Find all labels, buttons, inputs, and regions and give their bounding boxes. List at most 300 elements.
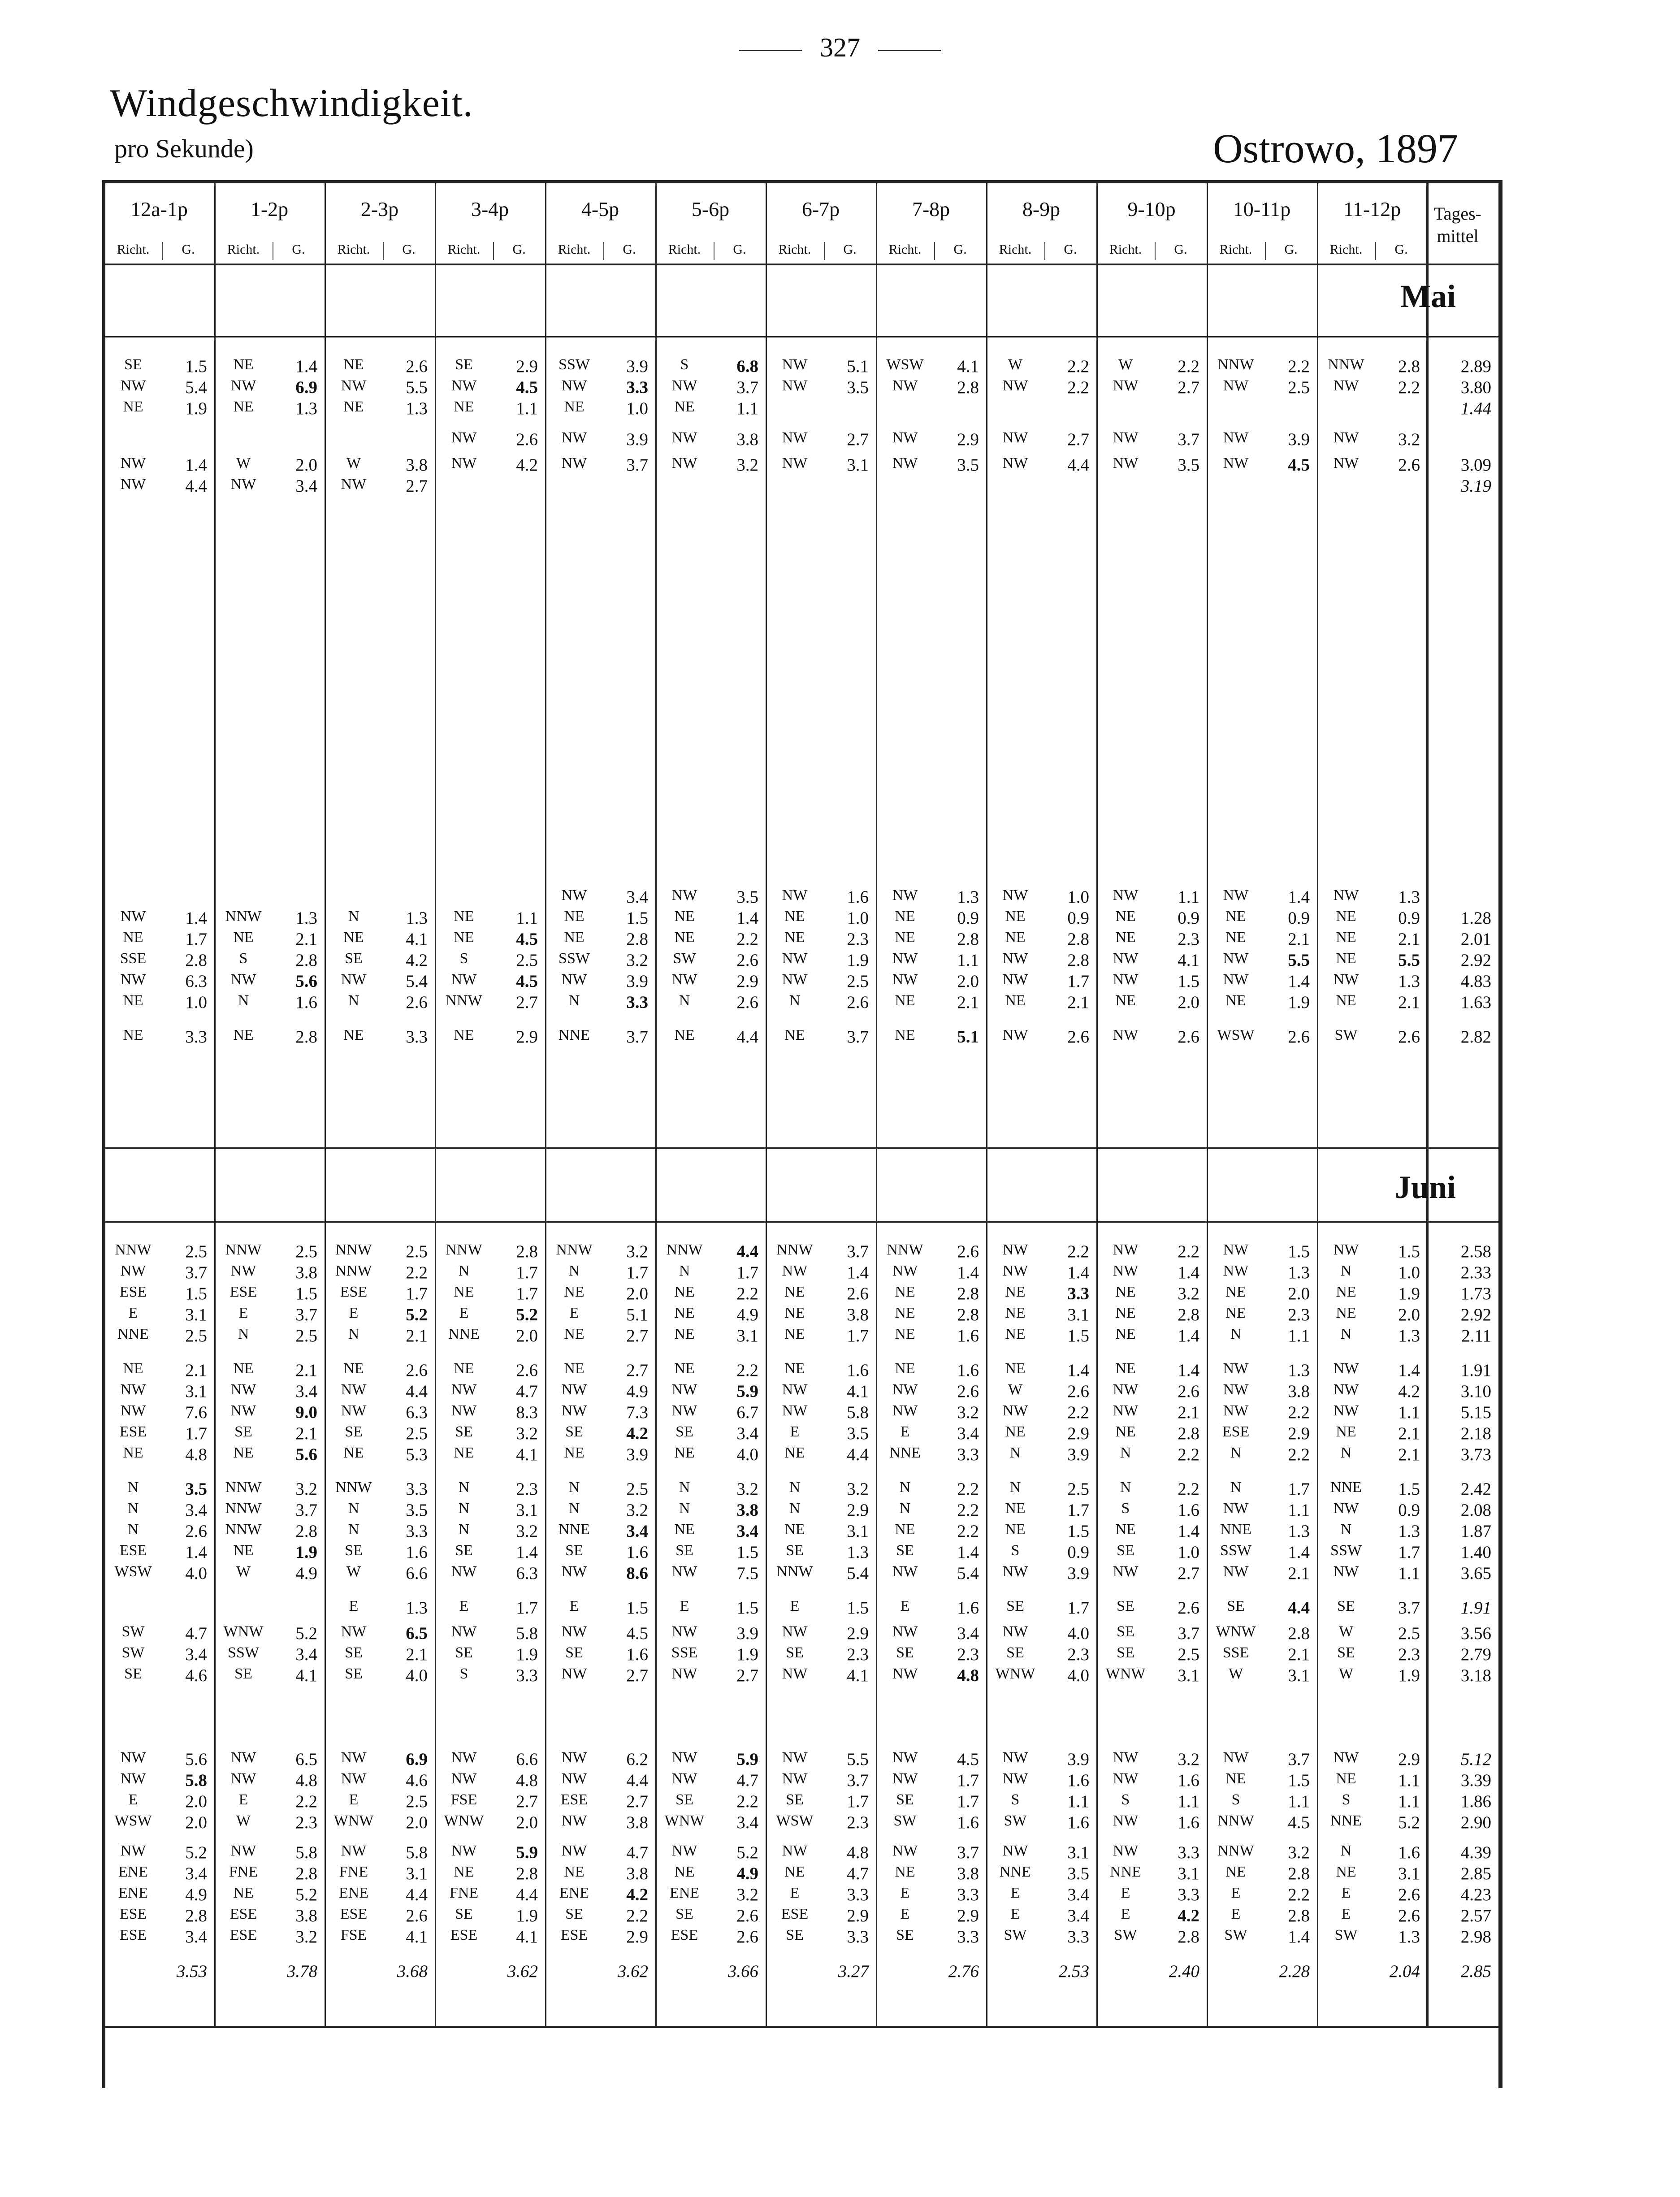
wind-direction: NW	[892, 455, 918, 471]
wind-direction: N	[348, 1500, 359, 1517]
wind-direction: W	[1008, 1381, 1023, 1398]
wind-direction: SSW	[1330, 1542, 1362, 1559]
wind-direction: SSE	[1222, 1644, 1249, 1661]
wind-speed: 3.2	[1288, 1843, 1310, 1862]
wind-speed: 2.6	[847, 993, 869, 1012]
wind-speed: 5.1	[626, 1305, 648, 1324]
wind-direction: NE	[123, 992, 143, 1009]
wind-direction: E	[680, 1598, 689, 1614]
hourly-mean: 3.62	[507, 1962, 538, 1981]
wind-speed: 2.9	[847, 1624, 869, 1643]
wind-speed: 5.9	[736, 1382, 758, 1401]
wind-direction: NNW	[335, 1241, 372, 1258]
page-number-text: 327	[820, 33, 860, 62]
wind-speed: 4.0	[185, 1564, 207, 1583]
wind-direction: NW	[1223, 1241, 1249, 1258]
wind-direction: W	[236, 455, 251, 471]
wind-speed: 4.9	[736, 1305, 758, 1324]
wind-speed: 3.5	[957, 455, 979, 475]
wind-speed: 7.6	[185, 1403, 207, 1422]
wind-direction: NE	[895, 1864, 915, 1880]
wind-direction: N	[679, 1263, 690, 1279]
wind-speed: 0.9	[1288, 908, 1310, 928]
wind-speed: 2.6	[1288, 1027, 1310, 1047]
wind-speed: 2.2	[1067, 357, 1089, 376]
direction-subheader: Richt.	[558, 242, 591, 257]
wind-speed: 4.7	[736, 1771, 758, 1790]
wind-speed: 1.9	[516, 1645, 538, 1664]
wind-direction: NNW	[666, 1241, 703, 1258]
wind-speed: 1.6	[847, 887, 869, 907]
wind-direction: NE	[1336, 1423, 1356, 1440]
wind-direction: NE	[454, 1360, 474, 1377]
wind-direction: N	[1340, 1521, 1352, 1538]
wind-direction: NE	[233, 1542, 254, 1559]
wind-speed: 3.8	[847, 1305, 869, 1324]
wind-speed: 1.7	[957, 1771, 979, 1790]
wind-speed: 5.6	[295, 1445, 317, 1464]
wind-speed: 4.8	[957, 1666, 979, 1685]
wind-direction: W	[346, 1563, 361, 1580]
wind-direction: NE	[1005, 1521, 1026, 1538]
wind-direction: SE	[896, 1644, 914, 1661]
wind-direction: NE	[564, 908, 585, 925]
wind-speed: 1.4	[1178, 1361, 1199, 1380]
wind-speed: 3.3	[847, 1927, 869, 1946]
wind-direction: SE	[1227, 1598, 1245, 1614]
wind-direction: ESE	[671, 1927, 698, 1943]
wind-direction: E	[238, 1305, 248, 1321]
wind-direction: NE	[674, 1305, 695, 1321]
wind-direction: NE	[1225, 1284, 1246, 1300]
wind-speed: 3.5	[847, 378, 869, 397]
wind-direction: NE	[233, 1885, 254, 1901]
wind-direction: NNW	[225, 1500, 262, 1517]
wind-speed: 1.7	[1398, 1543, 1420, 1562]
wind-direction: NE	[343, 1027, 364, 1043]
wind-speed: 0.9	[1178, 908, 1199, 928]
wind-direction: SE	[786, 1791, 804, 1808]
wind-direction: NE	[564, 1360, 585, 1377]
wind-direction: NW	[1223, 429, 1249, 446]
wind-direction: NW	[230, 1842, 256, 1859]
wind-direction: WSW	[114, 1563, 152, 1580]
wind-speed: 1.5	[847, 1598, 869, 1617]
wind-direction: ESE	[119, 1423, 147, 1440]
wind-speed: 2.1	[957, 993, 979, 1012]
wind-speed: 5.2	[516, 1305, 538, 1324]
wind-speed: 2.3	[1398, 1645, 1420, 1664]
wind-speed: 3.4	[185, 1645, 207, 1664]
wind-direction: NNE	[1220, 1521, 1251, 1538]
direction-subheader: Richt.	[888, 242, 922, 257]
wind-direction: NE	[1115, 1305, 1136, 1321]
wind-direction: NE	[784, 1305, 805, 1321]
wind-direction: NW	[1333, 455, 1359, 471]
wind-speed: 4.9	[626, 1382, 648, 1401]
wind-direction: NE	[343, 929, 364, 946]
hourly-mean: 3.27	[838, 1962, 869, 1981]
daily-mean: 1.86	[1460, 1792, 1491, 1811]
wind-speed: 4.1	[516, 1927, 538, 1946]
wind-direction: SE	[124, 1665, 142, 1682]
wind-direction: NE	[1225, 1770, 1246, 1787]
wind-speed: 2.6	[185, 1522, 207, 1541]
wind-direction: NE	[674, 1521, 695, 1538]
wind-speed: 1.3	[1288, 1361, 1310, 1380]
wind-direction: NNW	[776, 1563, 813, 1580]
wind-speed: 4.1	[516, 1445, 538, 1464]
wind-direction: NNE	[559, 1027, 590, 1043]
wind-speed: 8.3	[516, 1403, 538, 1422]
wind-speed: 3.7	[1288, 1750, 1310, 1769]
wind-speed: 1.7	[736, 1263, 758, 1282]
wind-speed: 2.7	[626, 1361, 648, 1380]
wind-direction: NW	[671, 1623, 697, 1640]
hour-header: 4-5p	[581, 198, 619, 221]
wind-speed: 5.5	[406, 378, 428, 397]
wind-direction: E	[790, 1885, 800, 1901]
wind-speed: 3.1	[847, 455, 869, 475]
wind-direction: NW	[230, 1402, 256, 1419]
rule-right	[878, 50, 941, 51]
daily-mean: 2.85	[1460, 1864, 1491, 1883]
wind-speed: 2.6	[736, 951, 758, 970]
wind-speed: 2.2	[957, 1501, 979, 1520]
wind-direction: NW	[120, 1263, 146, 1279]
wind-speed: 5.8	[406, 1843, 428, 1862]
wind-speed: 2.5	[185, 1242, 207, 1261]
wind-direction: N	[1230, 1326, 1242, 1342]
daily-mean: 2.33	[1460, 1263, 1491, 1282]
wind-speed: 3.7	[1178, 430, 1199, 449]
wind-direction: WNW	[664, 1812, 705, 1829]
wind-direction: NW	[451, 1842, 477, 1859]
daily-mean: 2.98	[1460, 1927, 1491, 1946]
wind-direction: NW	[341, 476, 367, 493]
daily-mean: 5.15	[1460, 1403, 1491, 1422]
wind-direction: NE	[123, 398, 143, 415]
wind-direction: SSE	[671, 1644, 698, 1661]
wind-speed: 2.8	[1178, 1424, 1199, 1443]
wind-speed: 1.3	[1398, 1522, 1420, 1541]
wind-speed: 0.9	[957, 908, 979, 928]
wind-speed: 2.5	[847, 972, 869, 991]
wind-direction: FNE	[229, 1864, 258, 1880]
wind-speed: 1.1	[1288, 1326, 1310, 1345]
wind-direction: SE	[565, 1542, 583, 1559]
wind-speed: 2.5	[295, 1326, 317, 1345]
column-divider	[214, 182, 216, 2026]
wind-speed: 3.4	[295, 1382, 317, 1401]
wind-speed: 1.9	[516, 1906, 538, 1925]
wind-direction: SE	[345, 1423, 363, 1440]
wind-direction: E	[349, 1598, 359, 1614]
wind-direction: NE	[564, 1864, 585, 1880]
wind-speed: 1.7	[847, 1792, 869, 1811]
wind-speed: 1.5	[1398, 1479, 1420, 1499]
wind-direction: N	[458, 1263, 470, 1279]
wind-direction: NE	[564, 1326, 585, 1342]
daily-mean: 1.44	[1460, 399, 1491, 418]
wind-speed: 1.1	[1178, 1792, 1199, 1811]
wind-speed: 1.6	[957, 1326, 979, 1345]
hour-header: 5-6p	[691, 198, 730, 221]
wind-speed: 2.6	[736, 1927, 758, 1946]
wind-direction: SE	[1117, 1644, 1134, 1661]
wind-direction: N	[568, 1263, 580, 1279]
wind-direction: NE	[784, 1864, 805, 1880]
wind-speed: 1.9	[1398, 1284, 1420, 1303]
wind-speed: 2.6	[1398, 1027, 1420, 1047]
wind-speed: 2.8	[957, 930, 979, 949]
wind-direction: NW	[1223, 971, 1249, 988]
wind-speed: 1.3	[847, 1543, 869, 1562]
wind-direction: NW	[1333, 1749, 1359, 1766]
wind-direction: N	[789, 1500, 801, 1517]
wind-direction: NE	[895, 1326, 915, 1342]
wind-direction: NE	[343, 1360, 364, 1377]
wind-speed: 3.1	[1178, 1864, 1199, 1883]
wind-speed: 2.8	[185, 1906, 207, 1925]
wind-speed: 1.3	[1288, 1263, 1310, 1282]
wind-speed: 2.1	[295, 1424, 317, 1443]
wind-speed: 5.9	[736, 1750, 758, 1769]
wind-direction: W	[1228, 1665, 1243, 1682]
wind-speed: 2.6	[516, 430, 538, 449]
wind-speed: 1.7	[185, 1424, 207, 1443]
daily-mean: 1.87	[1460, 1522, 1491, 1541]
direction-subheader: Richt.	[117, 242, 150, 257]
daily-mean: 2.89	[1460, 357, 1491, 376]
wind-speed: 2.9	[516, 357, 538, 376]
wind-direction: NE	[895, 929, 915, 946]
wind-speed: 2.8	[1288, 1906, 1310, 1925]
wind-direction: NW	[230, 1749, 256, 1766]
wind-direction: NE	[564, 929, 585, 946]
column-divider	[545, 182, 546, 2026]
wind-speed: 4.2	[626, 1885, 648, 1904]
wind-speed: 3.4	[185, 1927, 207, 1946]
wind-direction: SW	[1004, 1812, 1027, 1829]
wind-direction: NNE	[448, 1326, 480, 1342]
daily-mean: 1.63	[1460, 993, 1491, 1012]
wind-speed: 2.8	[1067, 951, 1089, 970]
wind-direction: NNW	[556, 1241, 593, 1258]
wind-speed: 3.8	[736, 1501, 758, 1520]
wind-speed: 3.7	[295, 1305, 317, 1324]
wind-direction: SSW	[228, 1644, 259, 1661]
wind-direction: NE	[1115, 929, 1136, 946]
wind-speed: 5.4	[847, 1564, 869, 1583]
wind-direction: NE	[1336, 929, 1356, 946]
direction-subheader: Richt.	[447, 242, 481, 257]
wind-direction: WNW	[444, 1812, 484, 1829]
wind-direction: NE	[1115, 1423, 1136, 1440]
wind-speed: 1.4	[1288, 1543, 1310, 1562]
wind-speed: 3.3	[1178, 1843, 1199, 1862]
wind-direction: SW	[1224, 1927, 1247, 1943]
wind-direction: NW	[1223, 1381, 1249, 1398]
wind-speed: 4.4	[626, 1771, 648, 1790]
column-divider	[1096, 182, 1098, 2026]
wind-speed: 1.5	[1288, 1771, 1310, 1790]
wind-direction: SE	[786, 1927, 804, 1943]
wind-direction: NE	[233, 398, 254, 415]
wind-direction: ESE	[229, 1927, 257, 1943]
wind-speed: 1.4	[185, 455, 207, 475]
wind-direction: W	[236, 1563, 251, 1580]
page-title: Windgeschwindigkeit.	[110, 82, 473, 125]
wind-speed: 2.9	[957, 430, 979, 449]
column-divider	[1317, 182, 1318, 2026]
wind-direction: NW	[1113, 1749, 1139, 1766]
daily-mean: 2.42	[1460, 1479, 1491, 1499]
wind-speed: 1.7	[1067, 1501, 1089, 1520]
wind-direction: NE	[895, 1027, 915, 1043]
wind-speed: 1.4	[1288, 972, 1310, 991]
wind-direction: E	[900, 1906, 910, 1922]
wind-speed: 3.9	[1067, 1750, 1089, 1769]
wind-speed: 2.0	[957, 972, 979, 991]
wind-direction: NW	[1002, 1241, 1028, 1258]
wind-speed: 5.2	[1398, 1813, 1420, 1832]
wind-direction: NW	[1333, 887, 1359, 904]
wind-speed: 3.4	[626, 1522, 648, 1541]
wind-speed: 4.8	[516, 1771, 538, 1790]
wind-speed: 1.3	[295, 399, 317, 418]
wind-direction: NNW	[446, 1241, 482, 1258]
column-divider	[435, 182, 436, 2026]
hourly-mean: 3.78	[286, 1962, 317, 1981]
wind-direction: SW	[893, 1812, 917, 1829]
wind-speed: 4.1	[406, 1927, 428, 1946]
wind-direction: NW	[782, 1665, 808, 1682]
wind-direction: N	[1120, 1479, 1131, 1496]
wind-speed: 1.1	[1398, 1792, 1420, 1811]
wind-speed: 2.7	[516, 1792, 538, 1811]
wind-speed: 3.1	[1288, 1666, 1310, 1685]
wind-speed: 3.1	[736, 1326, 758, 1345]
wind-speed: 2.3	[847, 1813, 869, 1832]
wind-direction: NW	[782, 356, 808, 373]
wind-speed: 5.4	[406, 972, 428, 991]
wind-direction: NNE	[1110, 1864, 1141, 1880]
wind-speed: 2.9	[957, 1906, 979, 1925]
wind-direction: N	[568, 1500, 580, 1517]
wind-direction: SW	[121, 1644, 145, 1661]
wind-speed: 3.2	[957, 1403, 979, 1422]
daily-mean: 2.82	[1460, 1027, 1491, 1047]
wind-speed: 5.8	[847, 1403, 869, 1422]
wind-speed: 4.1	[295, 1666, 317, 1685]
wind-speed: 3.3	[847, 1885, 869, 1904]
wind-speed: 2.2	[1067, 1403, 1089, 1422]
wind-speed: 1.4	[736, 908, 758, 928]
wind-speed: 2.1	[1398, 1445, 1420, 1464]
wind-direction: NW	[120, 1749, 146, 1766]
wind-direction: NW	[451, 1770, 477, 1787]
wind-direction: NE	[1005, 1423, 1026, 1440]
wind-speed: 2.9	[1067, 1424, 1089, 1443]
wind-speed: 1.6	[847, 1361, 869, 1380]
wind-direction: NE	[674, 398, 695, 415]
wind-speed: 4.4	[736, 1242, 758, 1261]
wind-speed: 4.8	[185, 1445, 207, 1464]
hourly-mean: 2.04	[1389, 1962, 1420, 1981]
wind-direction: N	[348, 1326, 359, 1342]
wind-speed: 5.5	[847, 1750, 869, 1769]
wind-speed: 3.4	[295, 1645, 317, 1664]
wind-direction: ESE	[119, 1284, 147, 1300]
wind-direction: NE	[1336, 908, 1356, 925]
wind-speed: 1.9	[185, 399, 207, 418]
wind-direction: N	[899, 1479, 911, 1496]
wind-direction: NW	[1223, 950, 1249, 967]
wind-speed: 2.2	[736, 930, 758, 949]
wind-direction: N	[679, 1500, 690, 1517]
wind-direction: NW	[671, 1402, 697, 1419]
wind-direction: NE	[123, 1444, 143, 1461]
wind-speed: 1.4	[1067, 1361, 1089, 1380]
wind-speed: 8.6	[626, 1564, 648, 1583]
wind-direction: SE	[345, 1665, 363, 1682]
wind-direction: E	[900, 1423, 910, 1440]
wind-speed: 2.3	[295, 1813, 317, 1832]
wind-direction: NW	[892, 1381, 918, 1398]
wind-direction: NE	[343, 398, 364, 415]
wind-speed: 3.8	[626, 1864, 648, 1883]
wind-speed: 1.1	[1398, 1564, 1420, 1583]
wind-speed: 3.1	[185, 1305, 207, 1324]
wind-direction: NW	[892, 1749, 918, 1766]
wind-direction: NW	[671, 1749, 697, 1766]
wind-direction: NW	[671, 971, 697, 988]
wind-direction: E	[1010, 1885, 1020, 1901]
wind-direction: NW	[671, 1842, 697, 1859]
daily-mean: 2.58	[1460, 1242, 1491, 1261]
wind-speed: 4.2	[1398, 1382, 1420, 1401]
wind-speed: 2.0	[1398, 1305, 1420, 1324]
wind-direction: N	[1230, 1444, 1242, 1461]
wind-direction: NNW	[1217, 1842, 1254, 1859]
hourly-mean: 2.40	[1169, 1962, 1199, 1981]
wind-speed: 4.6	[185, 1666, 207, 1685]
wind-direction: NE	[895, 1360, 915, 1377]
wind-speed: 2.8	[295, 1864, 317, 1883]
wind-speed: 4.0	[1067, 1666, 1089, 1685]
section-rule	[102, 336, 1499, 337]
wind-speed: 2.8	[957, 1305, 979, 1324]
wind-direction: WNW	[995, 1665, 1035, 1682]
wind-speed: 1.9	[1288, 993, 1310, 1012]
wind-direction: W	[1338, 1623, 1354, 1640]
wind-direction: NW	[782, 1770, 808, 1787]
wind-direction: NNW	[1328, 356, 1364, 373]
wind-direction: NW	[341, 1842, 367, 1859]
wind-direction: NW	[671, 887, 697, 904]
wind-speed: 2.9	[1398, 1750, 1420, 1769]
wind-direction: NW	[341, 971, 367, 988]
wind-speed: 3.5	[185, 1479, 207, 1499]
wind-direction: NE	[454, 929, 474, 946]
hour-header: 7-8p	[912, 198, 950, 221]
wind-direction: NW	[1333, 1241, 1359, 1258]
wind-direction: N	[1230, 1479, 1242, 1496]
wind-speed: 6.3	[516, 1564, 538, 1583]
wind-direction: SE	[896, 1542, 914, 1559]
wind-speed: 5.1	[957, 1027, 979, 1047]
